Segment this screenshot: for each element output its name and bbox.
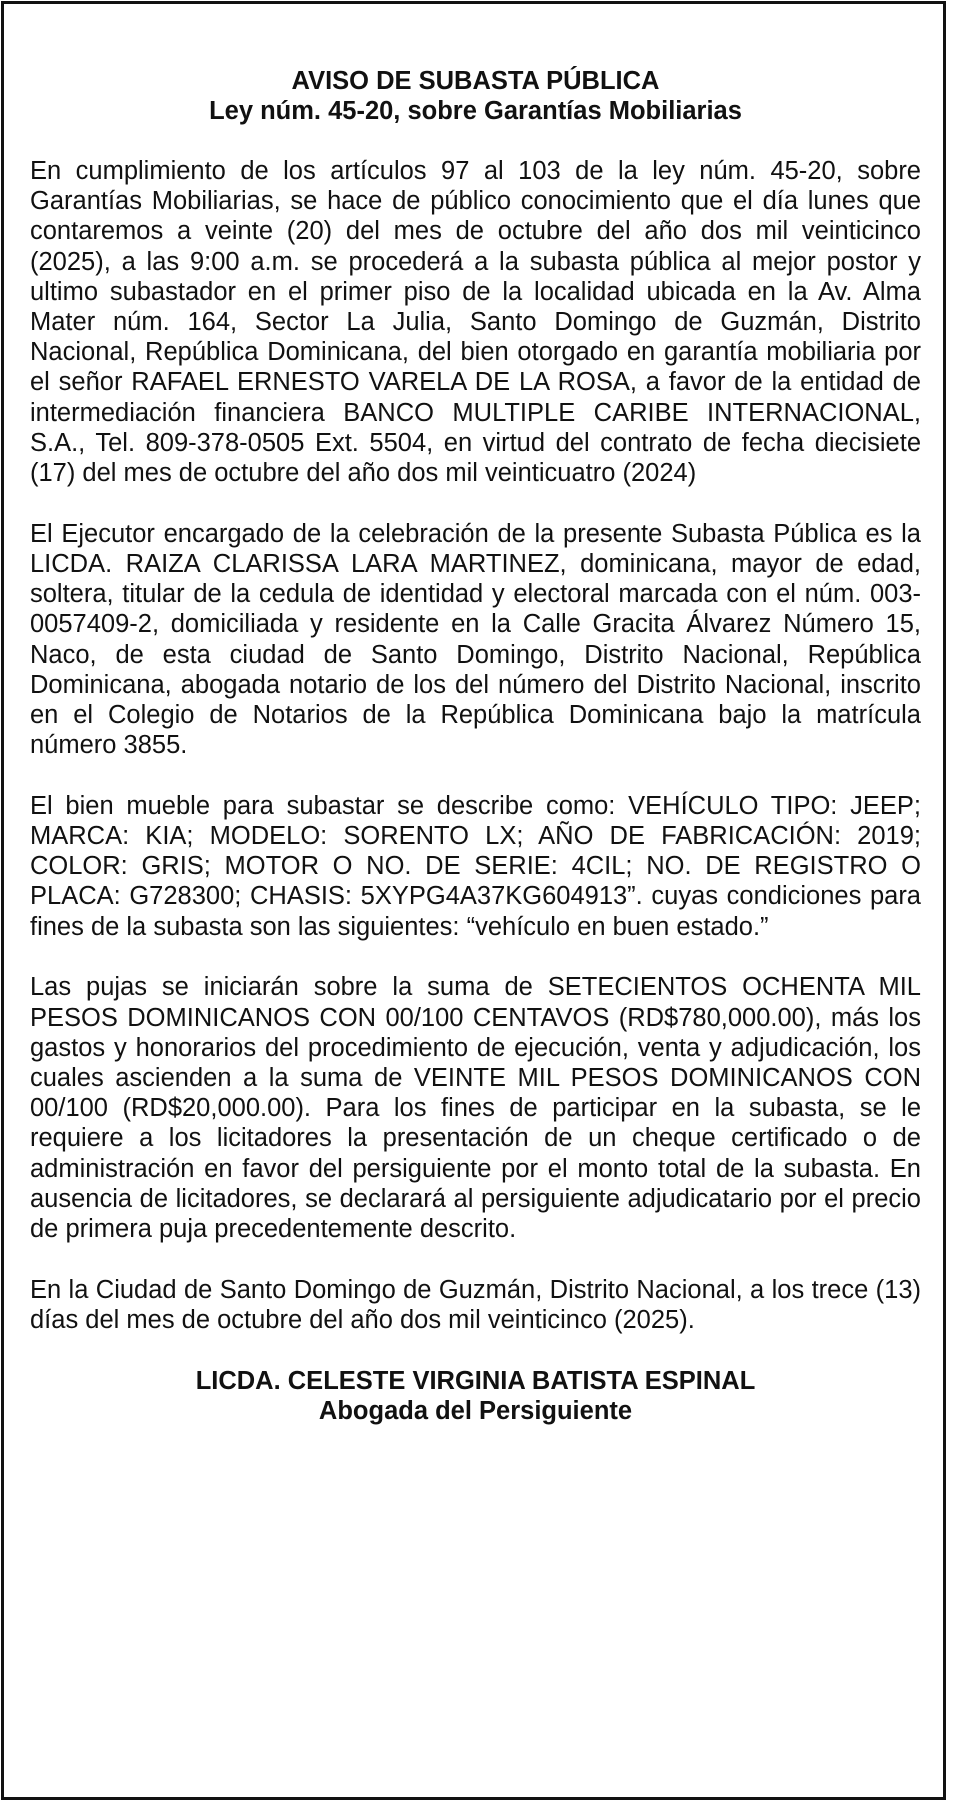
paragraph-executor: El Ejecutor encargado de la celebración de la presente Subasta Pública es la LICDA. RAIZA CLARISSA LARA MARTINEZ, dominicana, mayor de edad, soltera, titular de la cedula de identidad y electoral marcada con el núm. 003-0057409-2, domiciliada y residente en la Calle Gracita Álvarez Número 15, Naco, de esta ciudad de Santo Domingo, Distrito Nacional, República Dominicana, abogada notario de los del número del Distrito Nacional, inscrito en el Colegio de Notarios de la República Dominicana bajo la matrícula número 3855.	[30, 519, 921, 760]
notice-title: AVISO DE SUBASTA PÚBLICA	[291, 67, 660, 95]
paragraph-bidding-terms: Las pujas se iniciarán sobre la suma de SETECIENTOS OCHENTA MIL PESOS DOMINICANOS CON 00/100 CENTAVOS (RD$780,000.00), más los gastos y honorarios del procedimiento de ejecución, venta y adjudicación, los cuales ascienden a la suma de VEINTE MIL PESOS DOMINICANOS CON 00/100 (RD$20,000.00). Para los fines de participar en la subasta, se le requiere a los licitadores la presentación de un cheque certificado o de administración en favor del persiguiente por el monto total de la subasta. En ausencia de licitadores, se declarará al persiguiente adjudicatario por el precio de primera puja precedentemente descrito.	[30, 973, 921, 1243]
notice-header	[30, 66, 921, 126]
paragraph-place-date: En la Ciudad de Santo Domingo de Guzmán, Distrito Nacional, a los trece (13) días del mes de octubre del año dos mil veinticinco (2025).	[30, 1275, 921, 1334]
signer-name: LICDA. CELESTE VIRGINIA BATISTA ESPINAL	[195, 1366, 756, 1395]
paragraph-vehicle-description: El bien mueble para subastar se describe como: VEHÍCULO TIPO: JEEP; MARCA: KIA; MODELO: SORENTO LX; AÑO DE FABRICACIÓN: 2019; COLOR: GRIS; MOTOR O NO. DE SERIE: 4CIL; NO. DE REGISTRO O PLACA: G728300; CHASIS: 5XYPG4A37KG604913”. cuyas condiciones para fines de la subasta son las siguientes: “vehículo en buen estado.”	[30, 791, 921, 941]
paragraph-announcement: En cumplimiento de los artículos 97 al 103 de la ley núm. 45-20, sobre Garantías Mobiliarias, se hace de público conocimiento que el día lunes que contaremos a veinte (20) del mes de octubre del año dos mil veinticinco (2025), a las 9:00 a.m. se procederá a la subasta pública al mejor postor y ultimo subastador en el primer piso de la localidad ubicada en la Av. Alma Mater núm. 164, Sector La Julia, Santo Domingo de Guzmán, Distrito Nacional, República Dominicana, del bien otorgado en garantía mobiliaria por el señor RAFAEL ERNESTO VARELA DE LA ROSA, a favor de la entidad de intermediación financiera BANCO MULTIPLE CARIBE INTERNACIONAL, S.A., Tel. 809-378-0505 Ext. 5504, en virtud del contrato de fecha diecisiete (17) del mes de octubre del año dos mil veinticuatro (2024)	[30, 157, 921, 488]
signature-block	[30, 1366, 921, 1426]
signer-role: Abogada del Persiguiente	[318, 1396, 633, 1425]
notice-subtitle: Ley núm. 45-20, sobre Garantías Mobiliarias	[209, 97, 742, 125]
notice-content	[30, 66, 921, 1426]
